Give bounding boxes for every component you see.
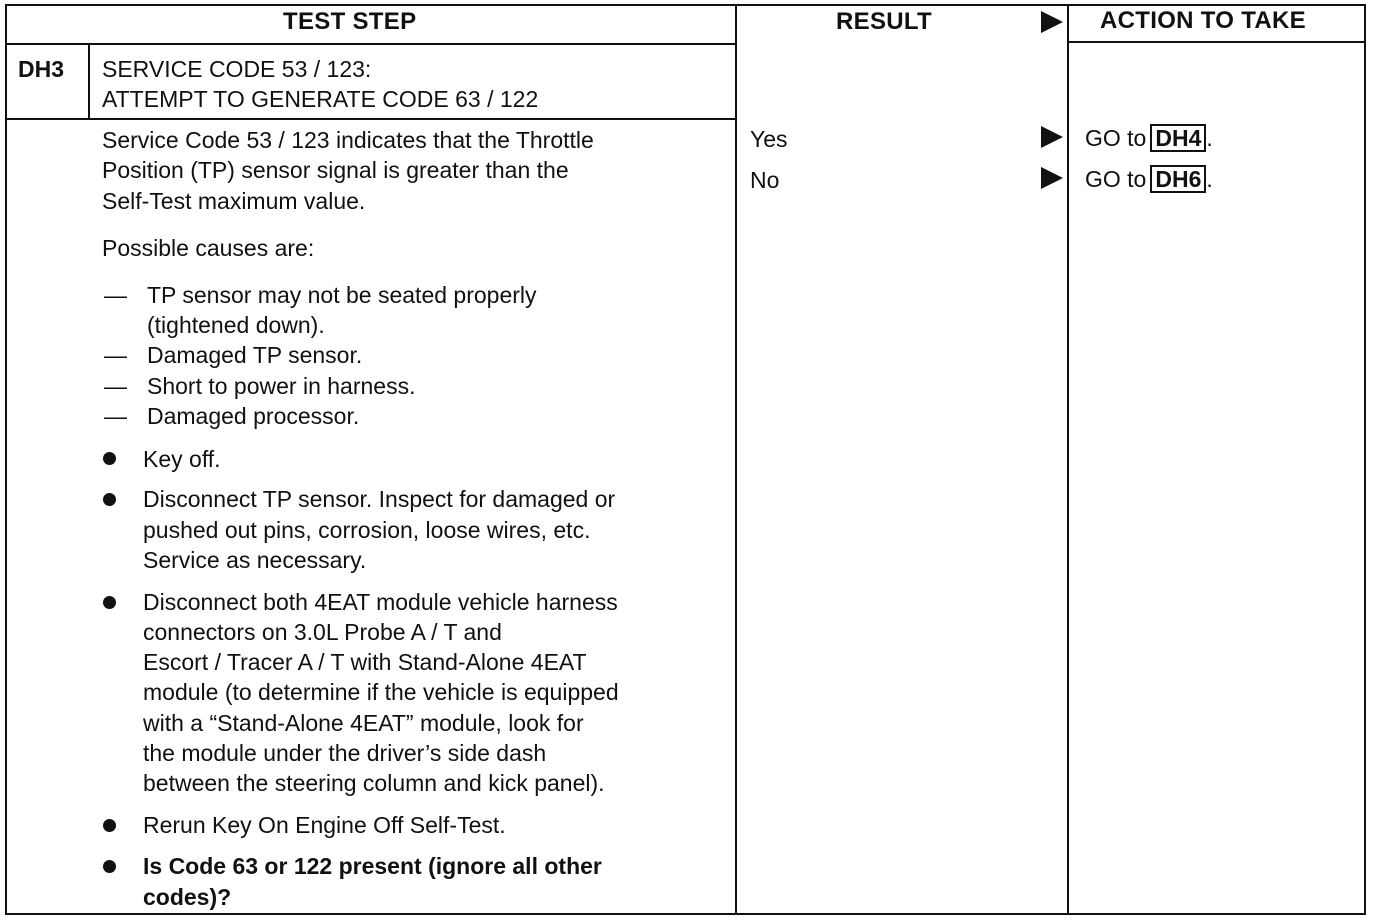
bullet-item: Disconnect both 4EAT module vehicle harness: [143, 589, 618, 615]
bullet-icon: [103, 819, 116, 832]
bullet-item: Rerun Key On Engine Off Self-Test.: [143, 812, 506, 838]
bullet-item: Disconnect TP sensor. Inspect for damaged or: [143, 486, 616, 512]
bullet-item: Key off.: [143, 446, 221, 472]
action-suffix: .: [1206, 166, 1213, 192]
step-ref-dh6[interactable]: DH6: [1150, 165, 1206, 193]
action-prefix: GO to: [1085, 166, 1147, 192]
dash-marker: —: [104, 282, 127, 308]
bullet-question: Is Code 63 or 122 present (ignore all other: [143, 853, 602, 879]
divider-stepid: [88, 44, 90, 119]
action-yes: [1085, 123, 1213, 154]
step-title-rule: [5, 118, 736, 120]
bullet-item: module (to determine if the vehicle is equipped: [143, 679, 619, 705]
bullet-item: with a “Stand-Alone 4EAT” module, look for: [143, 710, 584, 736]
cause-item: Damaged TP sensor.: [147, 342, 363, 368]
header-rule-action: [1068, 41, 1366, 43]
dash-marker: —: [104, 403, 127, 429]
bullet-item: between the steering column and kick panel).: [143, 770, 605, 796]
header-action: ACTION TO TAKE: [1100, 7, 1306, 34]
bullet-question: codes)?: [143, 884, 232, 910]
causes-heading: Possible causes are:: [102, 235, 315, 261]
bullet-icon: [103, 596, 116, 609]
action-no: [1085, 164, 1213, 195]
dash-marker: —: [104, 342, 127, 368]
divider-action: [1067, 4, 1069, 915]
bullet-item: connectors on 3.0L Probe A / T and: [143, 619, 502, 645]
bullet-item: pushed out pins, corrosion, loose wires, etc.: [143, 517, 591, 543]
action-prefix: GO to: [1085, 125, 1147, 151]
bullet-icon: [103, 452, 116, 465]
intro-line: Service Code 53 / 123 indicates that the Throttle: [102, 127, 594, 153]
header-result: RESULT: [836, 8, 933, 35]
step-ref-dh4[interactable]: DH4: [1150, 124, 1206, 152]
cause-item: Short to power in harness.: [147, 373, 416, 399]
cause-item: TP sensor may not be seated properly: [147, 282, 537, 308]
cause-item: (tightened down).: [147, 312, 325, 338]
bullet-item: Service as necessary.: [143, 547, 367, 573]
step-id: DH3: [18, 56, 65, 82]
step-title-line1: SERVICE CODE 53 / 123:: [102, 56, 372, 82]
intro-line: Self-Test maximum value.: [102, 188, 366, 214]
step-title-line2: ATTEMPT TO GENERATE CODE 63 / 122: [102, 86, 539, 112]
cause-item: Damaged processor.: [147, 403, 360, 429]
bullet-icon: [103, 493, 116, 506]
bullet-item: the module under the driver’s side dash: [143, 740, 547, 766]
dash-marker: —: [104, 373, 127, 399]
arrow-right-icon: [1041, 167, 1063, 189]
arrow-right-icon: [1041, 126, 1063, 148]
header-rule: [5, 43, 736, 45]
header-test-step: TEST STEP: [283, 8, 417, 35]
result-yes: Yes: [750, 126, 788, 152]
action-suffix: .: [1206, 125, 1213, 151]
bullet-item: Escort / Tracer A / T with Stand-Alone 4EAT: [143, 649, 587, 675]
bullet-icon: [103, 860, 116, 873]
intro-line: Position (TP) sensor signal is greater than the: [102, 157, 569, 183]
header-arrow-icon: [1041, 11, 1063, 33]
result-no: No: [750, 167, 780, 193]
divider-result: [735, 4, 737, 915]
